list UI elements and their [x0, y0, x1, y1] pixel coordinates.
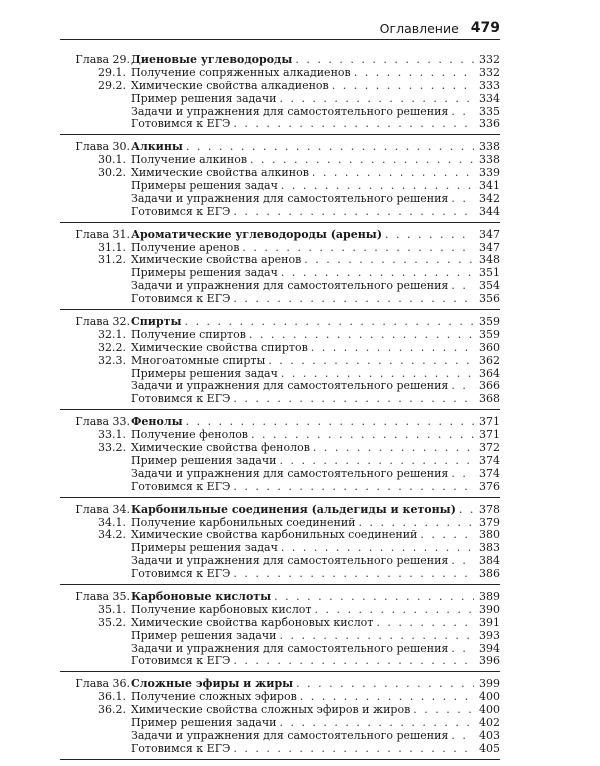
section-number: 29.2. — [98, 78, 126, 92]
page-number: 359 — [479, 327, 500, 341]
chapter-title: Фенолы — [131, 415, 183, 429]
page-number: 332 — [479, 65, 500, 79]
page-number: 341 — [479, 179, 500, 193]
chapter-number: Глава 31. — [75, 227, 130, 241]
page-number: 347 — [479, 240, 500, 254]
chapter-block — [60, 591, 500, 672]
toc-chapter-entry[interactable] — [60, 54, 500, 67]
toc-chapter-entry[interactable] — [60, 316, 500, 329]
chapter-title: Алкины — [131, 140, 183, 154]
dot-leader — [296, 678, 474, 691]
page-number: 378 — [479, 502, 500, 516]
dot-leader — [279, 717, 474, 730]
toc-section-entry[interactable] — [60, 455, 500, 468]
page-number: 359 — [479, 315, 500, 329]
section-title: Получение аренов — [131, 240, 240, 254]
dot-leader — [233, 568, 474, 581]
dot-leader — [451, 730, 474, 743]
chapter-block — [60, 54, 500, 135]
section-title: Готовимся к ЕГЭ — [131, 567, 231, 581]
section-title: Получение карбоновых кислот — [131, 602, 312, 616]
dot-leader — [451, 193, 474, 206]
section-title: Готовимся к ЕГЭ — [131, 741, 231, 755]
dot-leader — [295, 54, 474, 67]
toc-section-entry[interactable] — [60, 630, 500, 643]
chapter-number: Глава 30. — [75, 140, 130, 154]
dot-leader — [376, 617, 474, 630]
page-number: 344 — [479, 204, 500, 218]
chapter-title: Сложные эфиры и жиры — [131, 677, 294, 691]
chapter-number: Глава 33. — [75, 415, 130, 429]
toc-section-entry[interactable] — [60, 193, 500, 206]
toc-section-entry[interactable] — [60, 617, 500, 630]
section-title: Примеры решения задач — [131, 179, 278, 193]
running-header — [60, 12, 500, 40]
toc-section-entry[interactable] — [60, 167, 500, 180]
section-title: Задачи и упражнения для самостоятельного решения — [131, 379, 449, 393]
toc-section-entry[interactable] — [60, 481, 500, 494]
dot-leader — [274, 591, 474, 604]
toc-section-entry[interactable] — [60, 568, 500, 581]
chapter-number: Глава 36. — [75, 677, 130, 691]
section-title: Получение сложных эфиров — [131, 690, 297, 704]
dot-leader — [312, 167, 474, 180]
toc-section-entry[interactable] — [60, 106, 500, 119]
section-title: Задачи и упражнения для самостоятельного решения — [131, 728, 449, 742]
dot-leader — [233, 743, 474, 756]
section-title: Пример решения задачи — [131, 628, 277, 642]
page-number: 348 — [479, 253, 500, 267]
dot-leader — [451, 106, 474, 119]
page-number: 371 — [479, 415, 500, 429]
page-number: 383 — [479, 541, 500, 555]
section-title: Готовимся к ЕГЭ — [131, 479, 231, 493]
toc-section-entry[interactable] — [60, 180, 500, 193]
dot-leader — [233, 393, 474, 406]
page-number: 336 — [479, 117, 500, 131]
toc-section-entry[interactable] — [60, 529, 500, 542]
section-number: 33.1. — [98, 428, 126, 442]
chapter-block — [60, 504, 500, 585]
section-number: 36.2. — [98, 703, 126, 717]
toc-section-entry[interactable] — [60, 67, 500, 80]
section-title: Задачи и упражнения для самостоятельного решения — [131, 466, 449, 480]
page-number: 393 — [479, 628, 500, 642]
dot-leader — [313, 442, 474, 455]
table-of-contents — [60, 54, 500, 766]
page-number: 351 — [479, 266, 500, 280]
dot-leader — [451, 468, 474, 481]
toc-section-entry[interactable] — [60, 355, 500, 368]
chapter-block — [60, 416, 500, 497]
section-title: Химические свойства карбонильных соединений — [131, 528, 418, 542]
page-number: 342 — [479, 191, 500, 205]
section-number: 31.2. — [98, 253, 126, 267]
page-number: 332 — [479, 53, 500, 66]
toc-section-entry[interactable] — [60, 118, 500, 131]
section-title: Многоатомные спирты — [131, 353, 266, 367]
section-number: 34.2. — [98, 528, 126, 542]
section-title: Задачи и упражнения для самостоятельного решения — [131, 641, 449, 655]
page-number: 391 — [479, 615, 500, 629]
toc-section-entry[interactable] — [60, 293, 500, 306]
dot-leader — [413, 704, 474, 717]
dot-leader — [268, 355, 474, 368]
dot-leader — [281, 180, 474, 193]
chapter-block — [60, 316, 500, 410]
toc-chapter-entry[interactable] — [60, 591, 500, 604]
section-number: 33.2. — [98, 441, 126, 455]
chapter-number: Глава 29. — [75, 53, 130, 66]
page-number: 371 — [479, 428, 500, 442]
section-title: Химические свойства алкинов — [131, 166, 309, 180]
page-number: 334 — [479, 91, 500, 105]
page-number: 386 — [479, 567, 500, 581]
page-number: 339 — [479, 166, 500, 180]
section-number: 34.1. — [98, 515, 126, 529]
page-number: 354 — [479, 279, 500, 293]
section-title: Получение фенолов — [131, 428, 249, 442]
page-number: 399 — [479, 677, 500, 691]
section-title: Химические свойства карбоновых кислот — [131, 615, 374, 629]
section-title: Пример решения задачи — [131, 91, 277, 105]
dot-leader — [385, 229, 474, 242]
page-number: 362 — [479, 353, 500, 367]
section-title: Химические свойства сложных эфиров и жиров — [131, 703, 411, 717]
header-page-number: 479 — [470, 20, 500, 36]
section-title: Готовимся к ЕГЭ — [131, 292, 231, 306]
chapter-title: Спирты — [131, 315, 182, 329]
section-title: Примеры решения задач — [131, 541, 278, 555]
page-number: 356 — [479, 292, 500, 306]
chapter-number: Глава 35. — [75, 589, 130, 603]
section-title: Примеры решения задач — [131, 266, 278, 280]
dot-leader — [451, 555, 474, 568]
page-number: 396 — [479, 654, 500, 668]
section-title: Химические свойства алкадиенов — [131, 78, 329, 92]
toc-section-entry[interactable] — [60, 254, 500, 267]
toc-section-entry[interactable] — [60, 342, 500, 355]
page-number: 400 — [479, 690, 500, 704]
toc-chapter-entry[interactable] — [60, 416, 500, 429]
toc-section-entry[interactable] — [60, 555, 500, 568]
dot-leader — [233, 206, 474, 219]
section-title: Примеры решения задач — [131, 366, 278, 380]
toc-chapter-entry[interactable] — [60, 504, 500, 517]
page-number: 347 — [479, 227, 500, 241]
section-title: Пример решения задачи — [131, 715, 277, 729]
toc-section-entry[interactable] — [60, 393, 500, 406]
chapter-title: Карбоновые кислоты — [131, 589, 272, 603]
header-title: Оглавление — [379, 21, 459, 36]
page-number: 380 — [479, 528, 500, 542]
section-title: Пример решения задачи — [131, 453, 277, 467]
dot-leader — [185, 316, 475, 329]
section-number: 31.1. — [98, 240, 126, 254]
page-number: 338 — [479, 153, 500, 167]
section-number: 32.2. — [98, 340, 126, 354]
dot-leader — [233, 293, 474, 306]
section-title: Получение спиртов — [131, 327, 246, 341]
section-title: Задачи и упражнения для самостоятельного решения — [131, 554, 449, 568]
toc-section-entry[interactable] — [60, 717, 500, 730]
page-number: 403 — [479, 728, 500, 742]
page-number: 333 — [479, 78, 500, 92]
dot-leader — [279, 455, 474, 468]
dot-leader — [354, 67, 474, 80]
section-number: 30.2. — [98, 166, 126, 180]
toc-section-entry[interactable] — [60, 655, 500, 668]
page-number: 390 — [479, 602, 500, 616]
page-number: 366 — [479, 379, 500, 393]
toc-section-entry[interactable] — [60, 743, 500, 756]
section-title: Готовимся к ЕГЭ — [131, 654, 231, 668]
chapter-block — [60, 141, 500, 222]
toc-section-entry[interactable] — [60, 604, 500, 617]
section-title: Задачи и упражнения для самостоятельного решения — [131, 191, 449, 205]
section-number: 30.1. — [98, 153, 126, 167]
chapter-title: Ароматические углеводороды (арены) — [131, 227, 383, 241]
dot-leader — [451, 280, 474, 293]
section-title: Химические свойства спиртов — [131, 340, 308, 354]
toc-section-entry[interactable] — [60, 730, 500, 743]
dot-leader — [451, 643, 474, 656]
dot-leader — [332, 80, 474, 93]
page-number: 376 — [479, 479, 500, 493]
dot-leader — [315, 604, 474, 617]
section-number: 35.2. — [98, 615, 126, 629]
toc-section-entry[interactable] — [60, 280, 500, 293]
section-title: Готовимся к ЕГЭ — [131, 117, 231, 131]
page-number: 368 — [479, 392, 500, 406]
chapter-number: Глава 34. — [75, 502, 130, 516]
section-number: 32.3. — [98, 353, 126, 367]
dot-leader — [304, 254, 474, 267]
chapter-title: Диеновые углеводороды — [131, 53, 293, 66]
toc-chapter-entry[interactable] — [60, 229, 500, 242]
page-number: 384 — [479, 554, 500, 568]
page-number: 338 — [479, 140, 500, 154]
page-number: 379 — [479, 515, 500, 529]
toc-section-entry[interactable] — [60, 442, 500, 455]
dot-leader — [279, 93, 474, 106]
chapter-block — [60, 678, 500, 759]
page-number: 374 — [479, 453, 500, 467]
page-number: 402 — [479, 715, 500, 729]
chapter-block — [60, 229, 500, 310]
chapter-title: Карбонильные соединения (альдегиды и кетоны) — [131, 502, 456, 516]
page-number: 374 — [479, 466, 500, 480]
page-number: 335 — [479, 104, 500, 118]
section-title: Готовимся к ЕГЭ — [131, 392, 231, 406]
toc-section-entry[interactable] — [60, 643, 500, 656]
page-number: 364 — [479, 366, 500, 380]
chapter-number: Глава 32. — [75, 315, 130, 329]
toc-section-entry[interactable] — [60, 704, 500, 717]
toc-chapter-entry[interactable] — [60, 141, 500, 154]
toc-section-entry[interactable] — [60, 329, 500, 342]
dot-leader — [279, 630, 474, 643]
section-number: 32.1. — [98, 327, 126, 341]
toc-section-entry[interactable] — [60, 380, 500, 393]
page-number: 372 — [479, 441, 500, 455]
dot-leader — [249, 329, 474, 342]
dot-leader — [451, 380, 474, 393]
section-number: 35.1. — [98, 602, 126, 616]
dot-leader — [459, 504, 474, 517]
toc-section-entry[interactable] — [60, 93, 500, 106]
section-title: Химические свойства фенолов — [131, 441, 310, 455]
section-title: Получение карбонильных соединений — [131, 515, 356, 529]
section-number: 36.1. — [98, 690, 126, 704]
page-number: 389 — [479, 589, 500, 603]
section-title: Задачи и упражнения для самостоятельного решения — [131, 279, 449, 293]
page-number: 360 — [479, 340, 500, 354]
toc-section-entry[interactable] — [60, 80, 500, 93]
dot-leader — [233, 655, 474, 668]
page-number: 394 — [479, 641, 500, 655]
section-number: 29.1. — [98, 65, 126, 79]
dot-leader — [233, 481, 474, 494]
section-title: Получение алкинов — [131, 153, 248, 167]
page-number: 400 — [479, 703, 500, 717]
page-number: 405 — [479, 741, 500, 755]
section-title: Готовимся к ЕГЭ — [131, 204, 231, 218]
toc-section-entry[interactable] — [60, 206, 500, 219]
dot-leader — [420, 529, 474, 542]
section-title: Получение сопряженных алкадиенов — [131, 65, 351, 79]
dot-leader — [233, 118, 474, 131]
section-title: Химические свойства аренов — [131, 253, 302, 267]
toc-section-entry[interactable] — [60, 468, 500, 481]
dot-leader — [311, 342, 474, 355]
section-title: Задачи и упражнения для самостоятельного решения — [131, 104, 449, 118]
